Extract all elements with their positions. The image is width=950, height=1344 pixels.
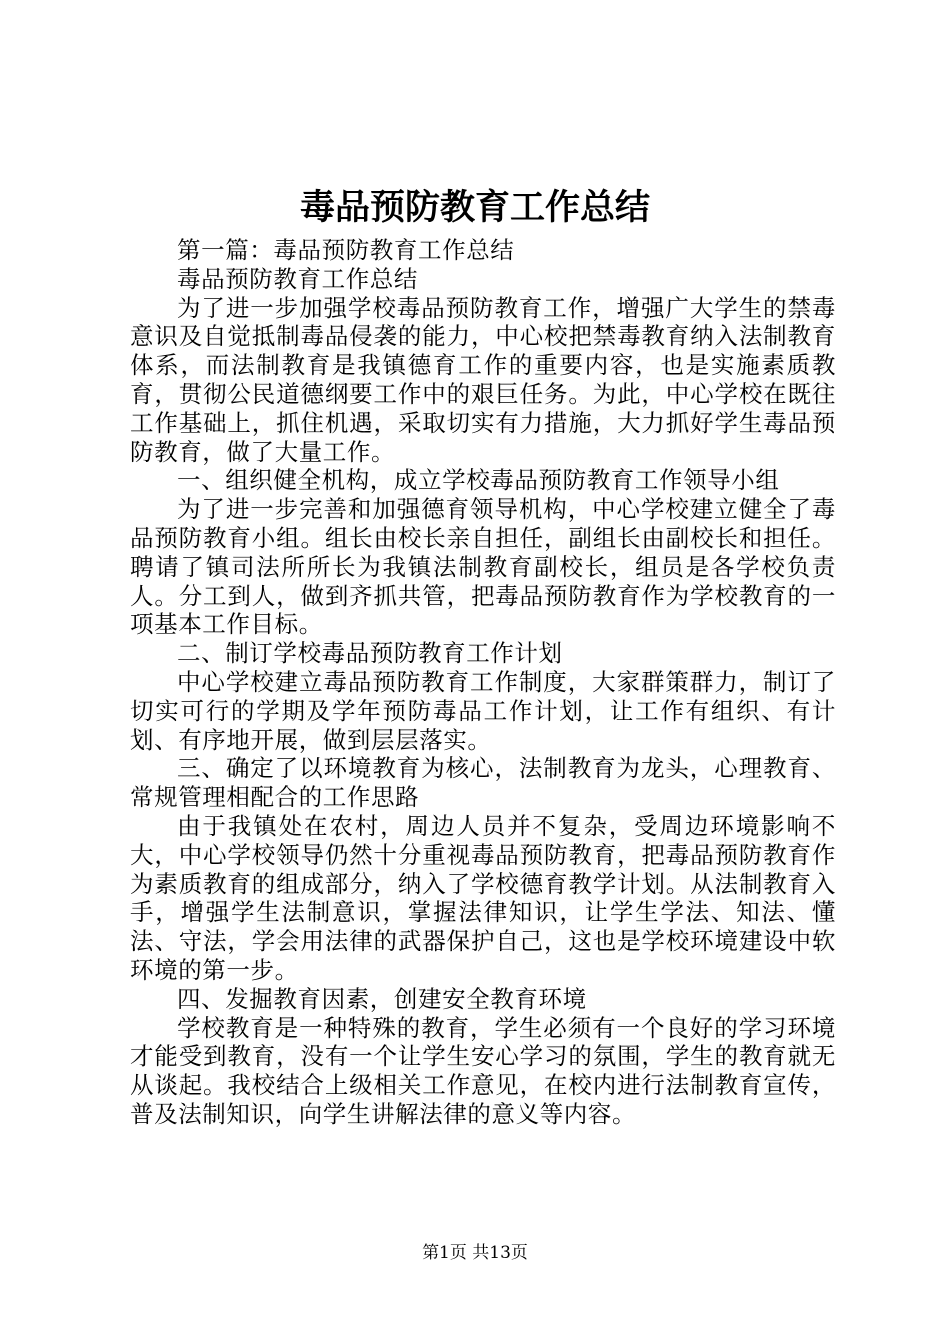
document-body xyxy=(130,236,836,1129)
intro-paragraph: 为了进一步加强学校毒品预防教育工作，增强广大学生的禁毒意识及自觉抵制毒品侵袭的能力，中心校把禁毒教育纳入法制教育体系，而法制教育是我镇德育工作的重要内容，也是实施素质教育，贯彻公民道德纲要工作中的艰巨任务。为此，中心学校在既往工作基础上，抓住机遇，采取切实有力措施，大力抓好学生毒品预防教育，做了大量工作。 xyxy=(130,293,836,466)
section-heading-1: 一、组织健全机构，成立学校毒品预防教育工作领导小组 xyxy=(177,466,780,495)
document-title: 毒品预防教育工作总结 xyxy=(299,187,650,228)
section-heading-4: 四、发掘教育因素，创建安全教育环境 xyxy=(177,984,587,1013)
section-heading-3: 三、确定了以环境教育为核心，法制教育为龙头，心理教育、常规管理相配合的工作思路 xyxy=(130,754,836,812)
section-paragraph-2: 中心学校建立毒品预防教育工作制度，大家群策群力，制订了切实可行的学期及学年预防毒品工作计划，让工作有组织、有计划、有序地开展，做到层层落实。 xyxy=(130,667,836,754)
section-paragraph-1: 为了进一步完善和加强德育领导机构，中心学校建立健全了毒品预防教育小组。组长由校长亲自担任，副组长由副校长和担任。聘请了镇司法所所长为我镇法制教育副校长，组员是各学校负责人。分工到人，做到齐抓共管，把毒品预防教育作为学校教育的一项基本工作目标。 xyxy=(130,495,836,639)
page-number-footer: 第1页 共13页 xyxy=(422,1243,528,1263)
section-paragraph-4: 学校教育是一种特殊的教育，学生必须有一个良好的学习环境才能受到教育，没有一个让学生安心学习的氛围，学生的教育就无从谈起。我校结合上级相关工作意见，在校内进行法制教育宣传，普及法制知识，向学生讲解法律的意义等内容。 xyxy=(130,1013,836,1128)
subtitle: 毒品预防教育工作总结 xyxy=(177,264,418,293)
section-heading-2: 二、制订学校毒品预防教育工作计划 xyxy=(177,639,563,668)
section-paragraph-3: 由于我镇处在农村，周边人员并不复杂，受周边环境影响不大，中心学校领导仍然十分重视毒品预防教育，把毒品预防教育作为素质教育的组成部分，纳入了学校德育教学计划。从法制教育入手，增强学生法制意识，掌握法律知识，让学生学法、知法、懂法、守法，学会用法律的武器保护自己，这也是学校环境建设中软环境的第一步。 xyxy=(130,811,836,984)
section-heading-part-one: 第一篇：毒品预防教育工作总结 xyxy=(177,236,515,264)
